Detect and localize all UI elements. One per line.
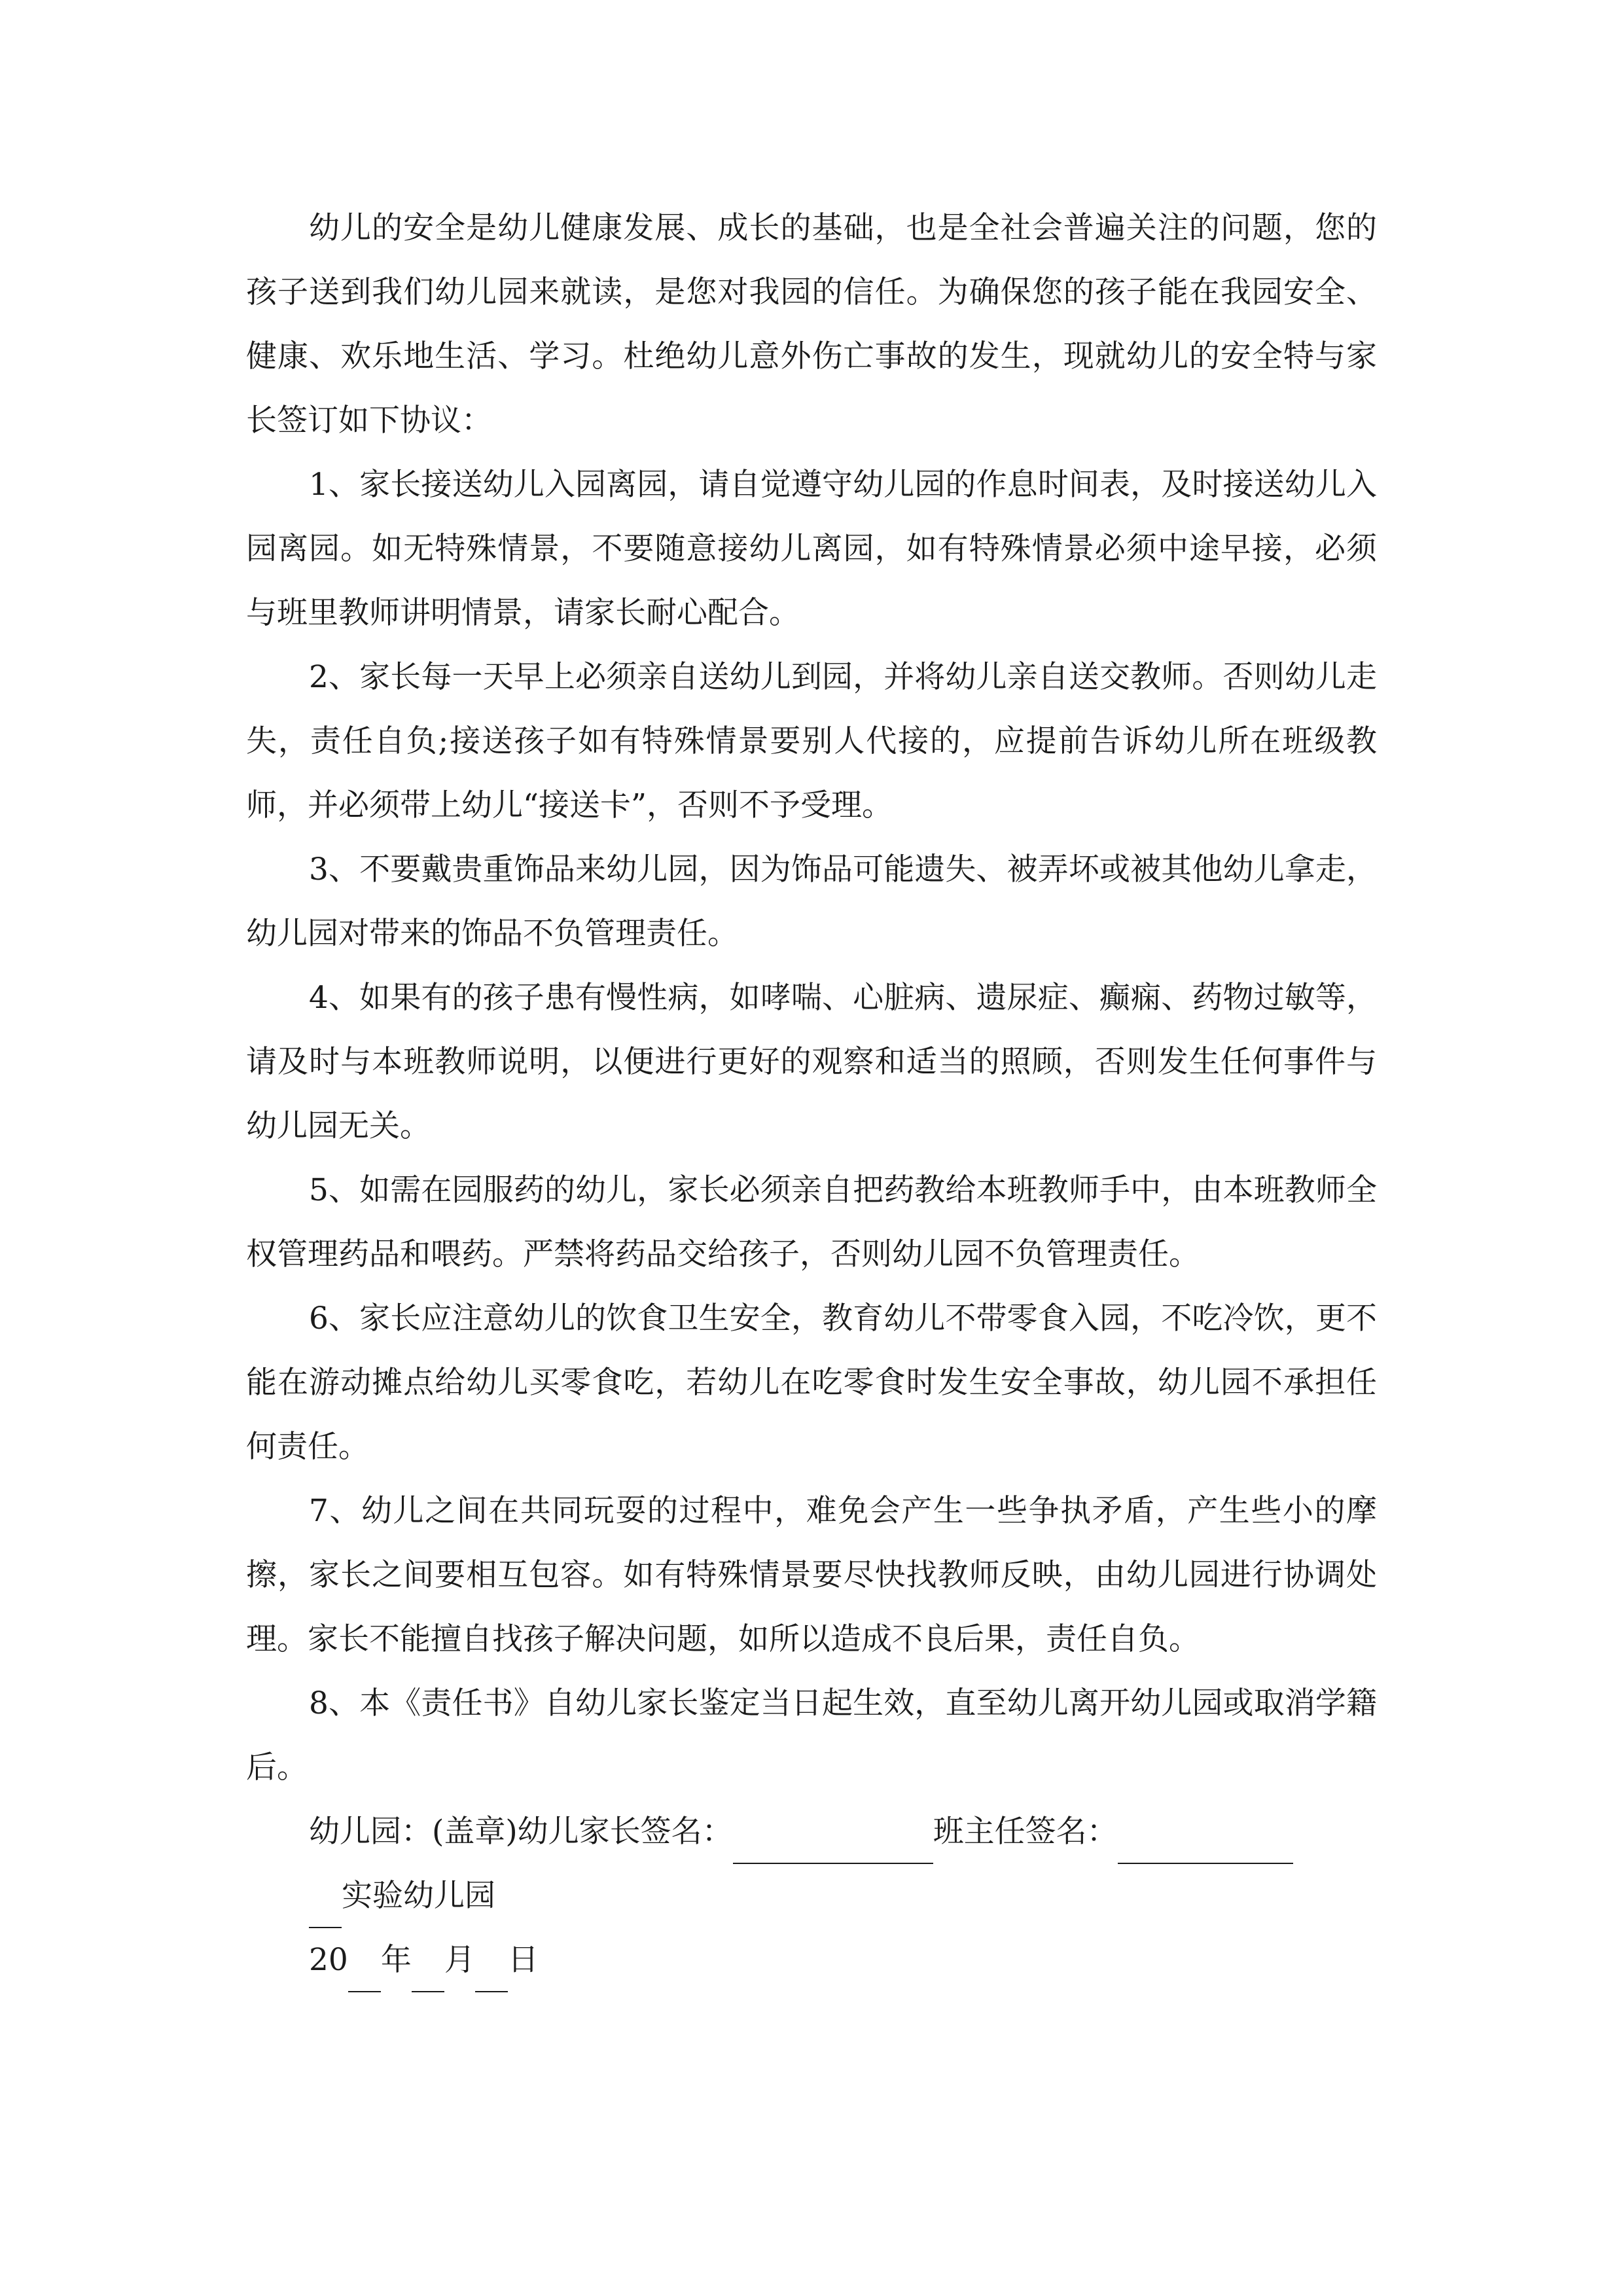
clause-6: 6、家长应注意幼儿的饮食卫生安全，教育幼儿不带零食入园，不吃冷饮，更不能在游动摊点给幼儿买零食吃，若幼儿在吃零食时发生安全事故，幼儿园不承担任何责任。 <box>246 1300 1377 1465</box>
year-prefix: 20 <box>309 1942 348 1978</box>
clause-3: 3、不要戴贵重饰品来幼儿园，因为饰品可能遗失、被弄坏或被其他幼儿拿走，幼儿园对带来的饰品不负管理责任。 <box>246 852 1377 952</box>
clause-4: 4、如果有的孩子患有慢性病，如哮喘、心脏病、遗尿症、癫痫、药物过敏等，请及时与本班教师说明，以便进行更好的观察和适当的照顾，否则发生任何事件与幼儿园无关。 <box>246 980 1377 1144</box>
school-name-line <box>246 1864 1377 1928</box>
kindergarten-parent-signature-label: 幼儿园：(盖章)幼儿家长签名： <box>309 1814 733 1850</box>
year-blank <box>348 1953 381 1992</box>
clause-7: 7、幼儿之间在共同玩耍的过程中，难免会产生一些争执矛盾，产生些小的摩擦，家长之间要相互包容。如有特殊情景要尽快找教师反映，由幼儿园进行协调处理。家长不能擅自找孩子解决问题，如所以造成不良后果，责任自负。 <box>246 1493 1377 1657</box>
document-body <box>246 196 1377 1992</box>
school-name-blank <box>309 1889 342 1928</box>
month-blank <box>412 1953 444 1992</box>
year-label: 年 <box>380 1942 412 1978</box>
clause-5: 5、如需在园服药的幼儿，家长必须亲自把药教给本班教师手中，由本班教师全权管理药品和喂药。严禁将药品交给孩子，否则幼儿园不负管理责任。 <box>246 1172 1377 1272</box>
day-label: 日 <box>507 1942 539 1978</box>
day-blank <box>475 1953 508 1992</box>
intro-paragraph: 幼儿的安全是幼儿健康发展、成长的基础，也是全社会普遍关注的问题，您的孩子送到我们幼儿园来就读，是您对我园的信任。为确保您的孩子能在我园安全、健康、欢乐地生活、学习。杜绝幼儿意外伤亡事故的发生，现就幼儿的安全特与家长签订如下协议： <box>246 210 1377 439</box>
clause-2: 2、家长每一天早上必须亲自送幼儿到园，并将幼儿亲自送交教师。否则幼儿走失，责任自负;接送孩子如有特殊情景要别人代接的，应提前告诉幼儿所在班级教师，并必须带上幼儿“接送卡”，否则不予受理。 <box>246 659 1377 823</box>
parent-signature-blank <box>733 1825 933 1864</box>
date-line <box>246 1928 1377 1992</box>
clause-1: 1、家长接送幼儿入园离园，请自觉遵守幼儿园的作息时间表，及时接送幼儿入园离园。如无特殊情景，不要随意接幼儿离园，如有特殊情景必须中途早接，必须与班里教师讲明情景，请家长耐心配合。 <box>246 467 1377 631</box>
clause-8: 8、本《责任书》自幼儿家长鉴定当日起生效，直至幼儿离开幼儿园或取消学籍后。 <box>246 1685 1377 1785</box>
month-label: 月 <box>444 1942 475 1978</box>
teacher-signature-label: 班主任签名： <box>933 1814 1118 1850</box>
school-name: 实验幼儿园 <box>342 1878 495 1914</box>
teacher-signature-blank <box>1118 1825 1293 1864</box>
signature-line <box>246 1800 1377 1864</box>
